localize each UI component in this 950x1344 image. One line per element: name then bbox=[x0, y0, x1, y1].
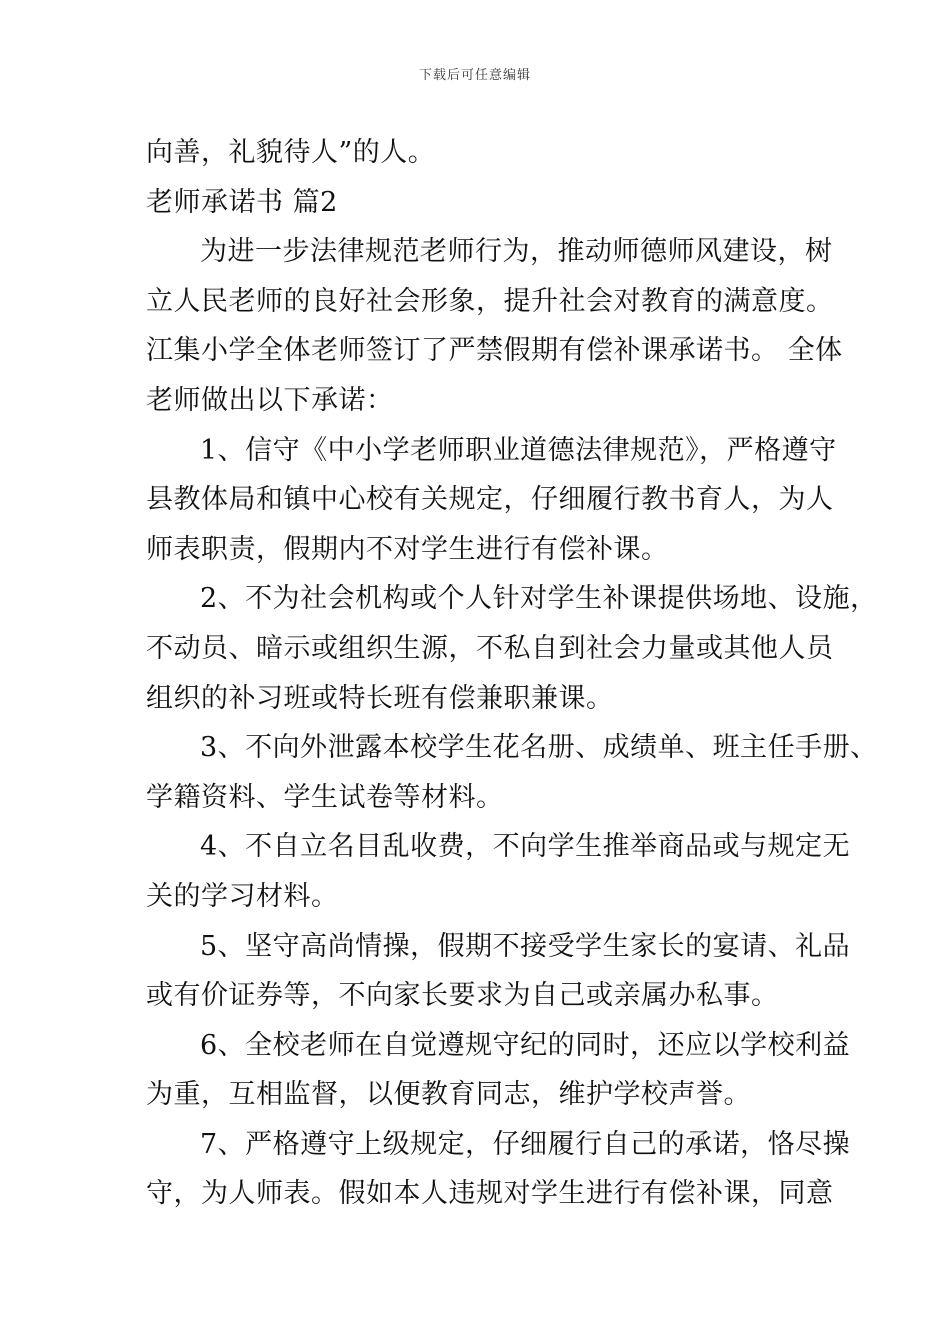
text-line: 学籍资料、学生试卷等材料。 bbox=[146, 781, 504, 813]
text-line: 组织的补习班或特长班有偿兼职兼课。 bbox=[146, 682, 614, 714]
page-header-note: 下载后可任意编辑 bbox=[418, 68, 531, 83]
text-line: 2、不为社会机构或个人针对学生补课提供场地、设施， bbox=[200, 583, 878, 615]
text-line: 江集小学全体老师签订了严禁假期有偿补课承诺书。 全体 bbox=[146, 335, 843, 367]
text-line: 或有价证券等，不向家长要求为自己或亲属办私事。 bbox=[146, 980, 779, 1012]
text-line: 老师承诺书 篇2 bbox=[146, 186, 338, 218]
text-line: 向善，礼貌待人”的人。 bbox=[146, 137, 436, 168]
text-line: 县教体局和镇中心校有关规定，仔细履行教书育人，为人 bbox=[146, 484, 834, 516]
text-line: 1、信守《中小学老师职业道德法律规范》，严格遵守 bbox=[200, 434, 837, 466]
text-line: 关的学习材料。 bbox=[146, 880, 339, 912]
text-line: 为重，互相监督，以便教育同志，维护学校声誉。 bbox=[146, 1079, 751, 1111]
text-line: 5、坚守高尚情操，假期不接受学生家长的宴请、礼品 bbox=[200, 930, 851, 962]
text-line: 4、不自立名目乱收费，不向学生推举商品或与规定无 bbox=[200, 831, 851, 863]
text-line: 7、严格遵守上级规定，仔细履行自己的承诺，恪尽操 bbox=[200, 1128, 851, 1160]
document-body bbox=[146, 128, 878, 1219]
text-line: 师表职责，假期内不对学生进行有偿补课。 bbox=[146, 533, 669, 565]
text-line: 3、不向外泄露本校学生花名册、成绩单、班主任手册、 bbox=[200, 732, 878, 764]
text-line: 立人民老师的良好社会形象，提升社会对教育的满意度。 bbox=[146, 285, 834, 317]
text-line: 不动员、暗示或组织生源，不私自到社会力量或其他人员 bbox=[146, 632, 834, 664]
text-line: 6、全校老师在自觉遵规守纪的同时，还应以学校利益 bbox=[200, 1029, 851, 1061]
text-line: 为进一步法律规范老师行为，推动师德师风建设，树 bbox=[200, 236, 833, 268]
text-line: 守，为人师表。假如本人违规对学生进行有偿补课，同意 bbox=[146, 1178, 834, 1210]
text-line: 老师做出以下承诺： bbox=[146, 384, 394, 416]
